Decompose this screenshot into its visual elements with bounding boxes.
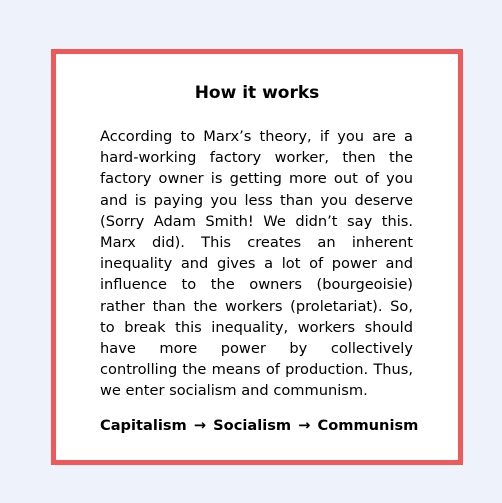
flow-step-capitalism: Capitalism	[100, 417, 187, 434]
card-title: How it works	[194, 83, 320, 103]
flow-step-socialism: Socialism	[213, 417, 292, 434]
arrow-right-icon: →	[193, 417, 207, 434]
arrow-right-icon: →	[298, 417, 311, 434]
info-card	[51, 49, 463, 465]
card-paragraph: According to Marx’s theory, if you are a hard-working factory worker, then the factory owner is getting more out of you and is paying you less than you deserve (Sorry Adam Smith! We didn’t say this. Marx did). This creates an inherent inequality and gives a lot of power and influence to the owners (bourgeoisie) rather than the workers (proletariat). So, to break this inequality, workers should have more power by collectively controlling the means of production. Thus, we enter socialism and communism.	[100, 128, 413, 400]
progression-line	[100, 416, 418, 436]
flow-step-communism: Communism	[317, 417, 419, 434]
